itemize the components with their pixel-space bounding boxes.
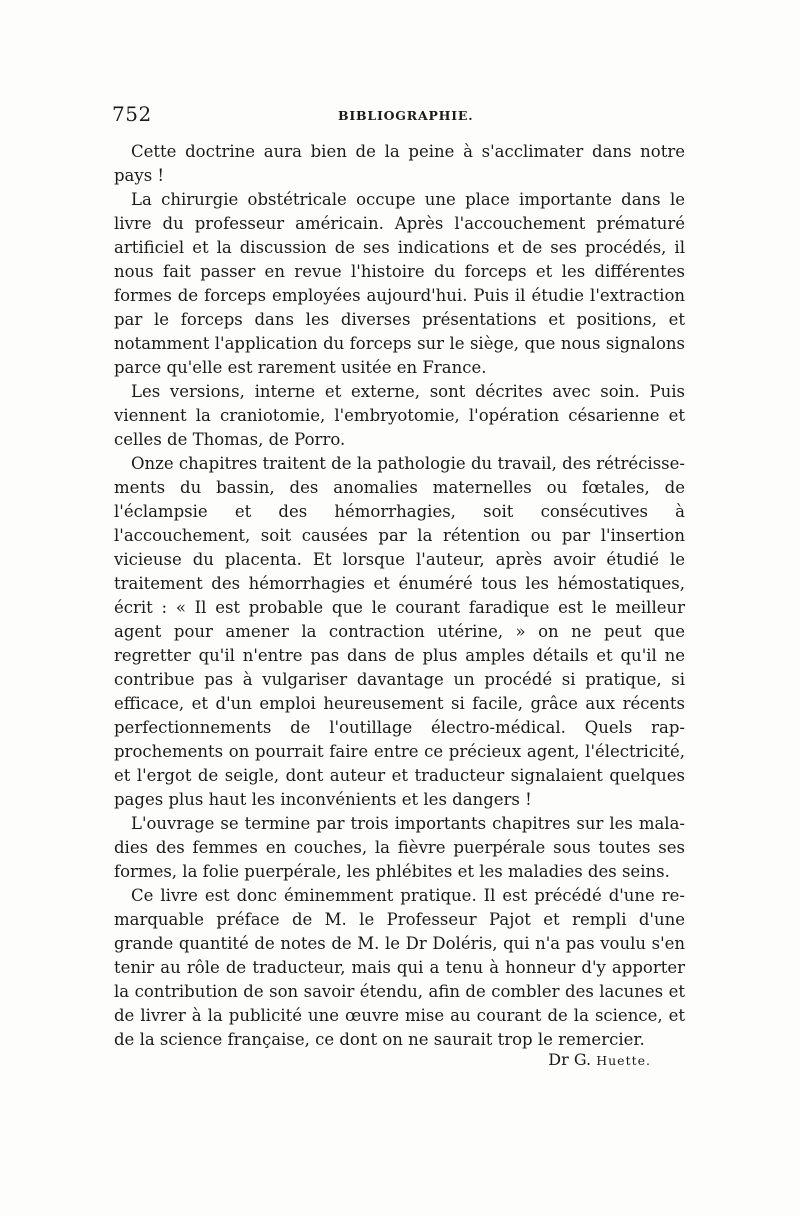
signature-title: Dr xyxy=(548,1050,569,1069)
page-number: 752 xyxy=(112,102,152,126)
paragraph-1: Cette doctrine aura bien de la peine à s'acclimater dans notre pays ! xyxy=(114,142,685,185)
page-header xyxy=(112,102,688,132)
paragraph-2: La chirurgie obstétricale occupe une place importante dans le livre du professeur américain. Après l'accouchement prématuré artificiel et la discussion de ses indications et de ses procédés, il nous fait passer en revue l'histoire du forceps et les différentes formes de forceps employées aujourd'hui. Puis il étudie l'extraction par le forceps dans les diverses présentations et positions, et notamment l'application du forceps sur le siège, que nous signalons parce qu'elle est rarement usitée en France. xyxy=(114,190,685,377)
paragraph-6: Ce livre est donc éminemment pratique. Il est précédé d'une remarquable préface de M. le Professeur Pajot et rempli d'une grande quantité de notes de M. le Dr Doléris, qui n'a pas voulu s'en tenir au rôle de traducteur, mais qui a tenu à honneur d'y apporter la contribution de son savoir étendu, afin de combler des lacunes et de livrer à la publicité une œuvre mise au courant de la science, et de la science française, ce dont on ne saurait trop le remercier. xyxy=(114,886,685,1049)
signature-surname: Huette. xyxy=(596,1053,651,1068)
paragraph-4: Onze chapitres traitent de la pathologie du travail, des rétrécissements du bassin, des anomalies maternelles ou fœtales, de l'éclampsie et des hémorrhagies, soit consécutives à l'accouchement, soit causées par la rétention ou par l'insertion vicieuse du placenta. Et lorsque l'auteur, après avoir étudié le traitement des hémorrhagies et énuméré tous les hémostatiques, écrit : « Il est probable que le courant faradique est le meilleur agent pour amener la contraction utérine, » on ne peut que regretter qu'il n'entre pas dans de plus amples détails et qu'il ne contribue pas à vulgariser davantage un procédé si pratique, si efficace, et d'un emploi heureusement si facile, grâce aux récents perfectionnements de l'outillage électro-médical. Quels rapprochements on pourrait faire entre ce précieux agent, l'électricité, et l'ergot de seigle, dont auteur et traducteur signalaient quelques pages plus haut les inconvénients et les dangers ! xyxy=(114,454,685,809)
paragraph-5: L'ouvrage se termine par trois importants chapitres sur les maladies des femmes en couches, la fièvre puerpérale sous toutes ses formes, la folie puerpérale, les phlébites et les maladies des seins. xyxy=(114,814,685,881)
body-text xyxy=(114,140,685,1052)
author-signature xyxy=(114,1050,651,1069)
running-title: BIBLIOGRAPHIE. xyxy=(338,108,474,123)
paragraph-3: Les versions, interne et externe, sont décrites avec soin. Puis viennent la craniotomie, l'embryotomie, l'opération césarienne et celles de Thomas, de Porro. xyxy=(114,382,685,449)
signature-initial: G. xyxy=(573,1050,592,1069)
